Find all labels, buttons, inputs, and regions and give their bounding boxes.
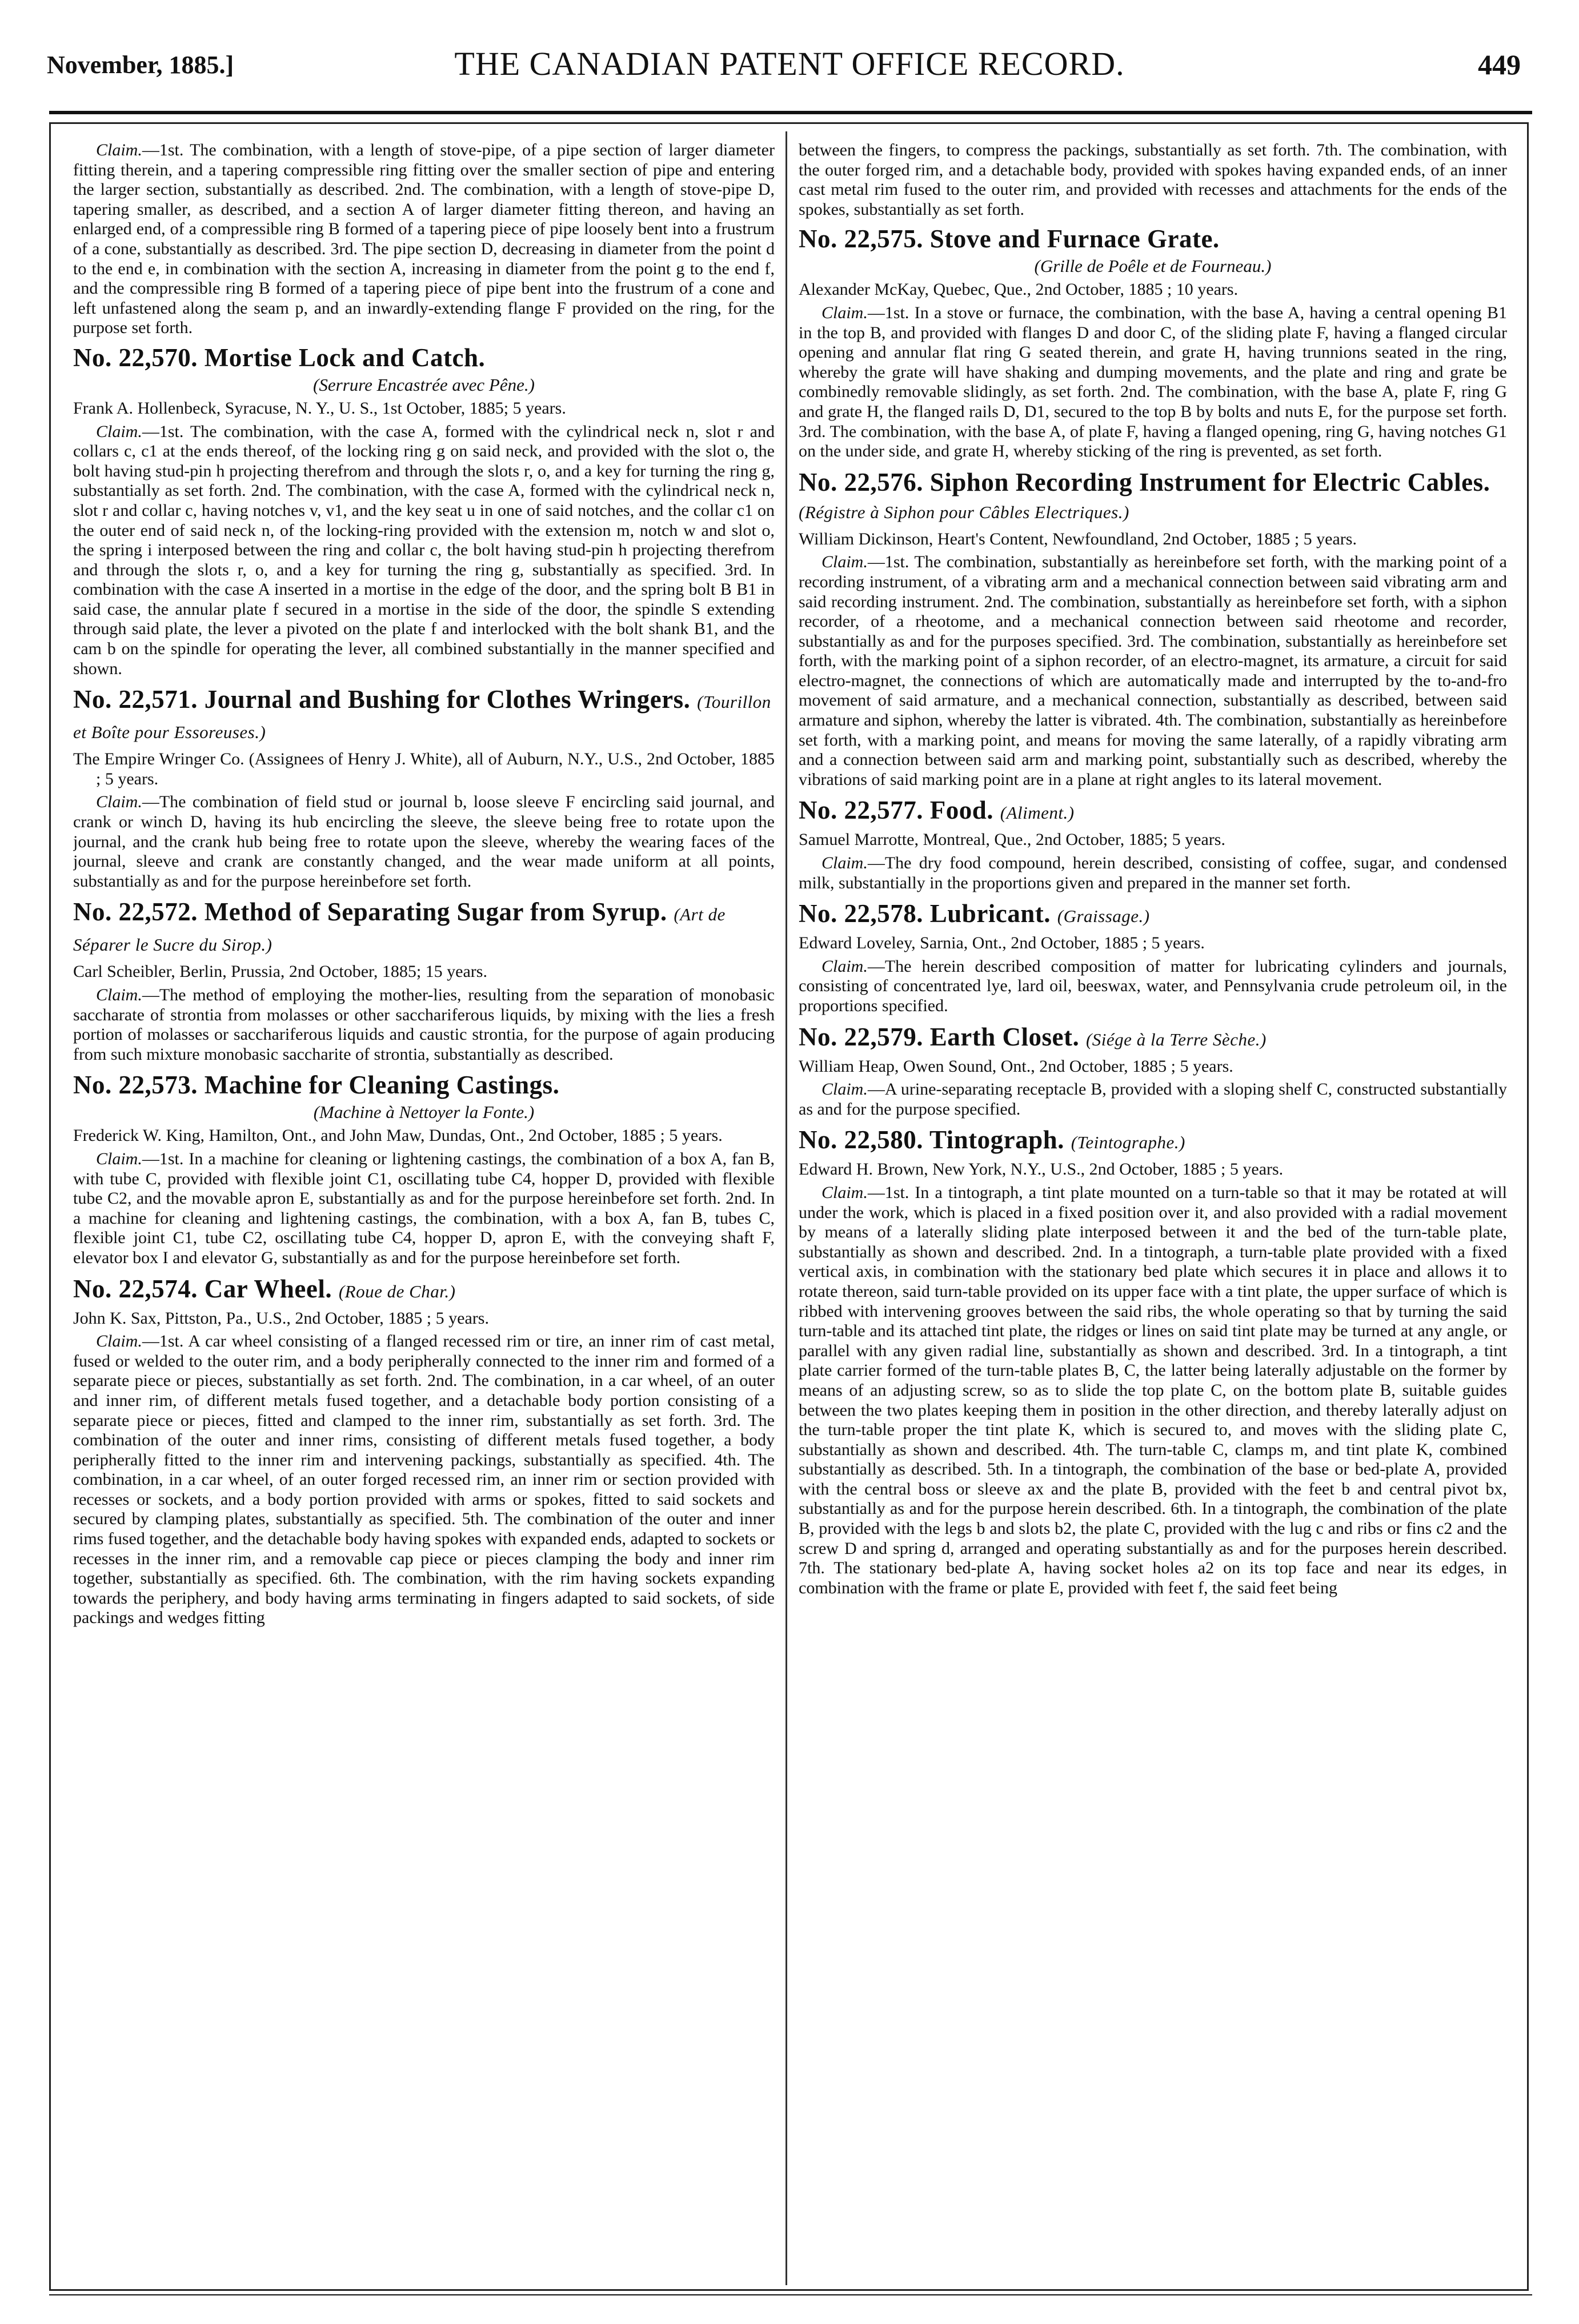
claim-text: Claim.—The method of employing the mother-lies, resulting from the separation of monobasic saccharate of strontia from molasses or other sacchariferous liquids, by mixing with the lies a fresh portion of molasses or sacchariferous liquids and caustic strontia, for the purpose of again producing from such mixture monobasic saccharite of strontia, substantially as described. bbox=[73, 985, 775, 1064]
claim-label: Claim. bbox=[821, 303, 868, 322]
claim-label: Claim. bbox=[821, 854, 868, 873]
french-title: (Serrure Encastrée avec Pêne.) bbox=[313, 374, 535, 395]
entry-heading bbox=[799, 225, 1507, 253]
french-title: (Graissage.) bbox=[1057, 906, 1150, 927]
claim-label: Claim. bbox=[96, 985, 142, 1004]
patent-title: Method of Separating Sugar from Syrup. bbox=[204, 897, 667, 927]
inventor-line: William Dickinson, Heart's Content, Newfoundland, 2nd October, 1885 ; 5 years. bbox=[799, 529, 1357, 548]
french-title: (Tourillon et Boîte pour Essoreuses.) bbox=[73, 692, 771, 743]
claim-label: Claim. bbox=[96, 1332, 142, 1351]
french-title: (Grille de Poêle et de Fourneau.) bbox=[1034, 256, 1272, 277]
inventor-line: Samuel Marrotte, Montreal, Que., 2nd October, 1885; 5 years. bbox=[799, 830, 1225, 850]
patent-entry-22577 bbox=[799, 796, 1507, 893]
bottom-rule bbox=[49, 2294, 1532, 2295]
entry-heading bbox=[73, 1071, 775, 1099]
claim-label: Claim. bbox=[821, 1080, 868, 1099]
claim-label: Claim. bbox=[96, 141, 142, 159]
french-title: (Roue de Char.) bbox=[338, 1281, 456, 1301]
claim-label: Claim. bbox=[96, 1149, 142, 1168]
patent-entry-22576 bbox=[799, 468, 1507, 790]
column-divider bbox=[786, 131, 787, 2285]
patent-entry-22573 bbox=[73, 1071, 775, 1268]
right-column bbox=[799, 141, 1507, 2277]
claim-label: Claim. bbox=[821, 956, 868, 976]
continued-claim: between the fingers, to compress the packings, substantially as set forth. 7th. The combination, with the outer forged rim, and a detachable body, provided with spokes having expanded ends, of an inner cast metal rim fused to the outer rim, and provided with recesses and attachments for the ends of the spokes, substantially as set forth. bbox=[799, 141, 1507, 219]
inventor-line: William Heap, Owen Sound, Ont., 2nd October, 1885 ; 5 years. bbox=[799, 1056, 1233, 1076]
claim-text: Claim.—1st. A car wheel consisting of a flanged recessed rim or tire, an inner rim of cast metal, fused or welded to the outer rim, and a body peripherally connected to the inner rim and formed of a separate piece or pieces, substantially as set forth. 2nd. The combination, in a car wheel, of an outer and inner rim, of different metals fused together, and a detachable body portion consisting of a separate piece or pieces, fitted and clamped to the inner rim, substantially as set forth. 3rd. The combination of the outer and inner rims, consisting of different metals fused together, a body peripherally fitted to the inner rim and intervening packings, substantially as specified. 4th. The combination, in a car wheel, of an outer forged recessed rim, an inner rim or section provided with recesses or sockets, and a body portion provided with arms or spokes, fitted to said sockets and secured by clamping plates, substantially as specified. 5th. The combination of the outer and inner rims fused together, and the detachable body having spokes with expanded ends, adapted to sockets or recesses in the inner rim, and a removable cap piece or pieces clamping the body and inner rim together, substantially as specified. 6th. The combination, with the rim having sockets expanding towards the periphery, and body having arms terminating in fingers adapted to said sockets, of side packings and wedges fitting bbox=[73, 1332, 775, 1628]
inventor-line: Carl Scheibler, Berlin, Prussia, 2nd October, 1885; 15 years. bbox=[73, 962, 487, 981]
entry-heading bbox=[799, 900, 1507, 930]
patent-number: No. 22,579. bbox=[799, 1022, 923, 1051]
claim-label: Claim. bbox=[821, 552, 868, 572]
entry-heading bbox=[799, 1023, 1507, 1053]
claim-text: Claim.—A urine-separating receptacle B, provided with a sloping shelf C, constructed substantially as and for the purpose specified. bbox=[799, 1080, 1507, 1119]
claim-text: Claim.—1st. The combination, substantially as hereinbefore set forth, with the marking point of a recording instrument, of a vibrating arm and a mechanical connection between said vibrating arm and said recording instrument. 2nd. The combination, substantially as hereinbefore set forth, with a siphon recorder, of a rheotome, and a mechanical connection between said rheotome and recorder, substantially as and for the purposes specified. 3rd. The combination, substantially as hereinbefore set forth, with the marking point of a siphon recorder, of an electro-magnet, its armature, a circuit for said electro-magnet, the connections of which are automatically made and interrupted by the to-and-fro movement of said armature, and a mechanical connection, substantially as described, between said armature and siphon, whereby the latter is vibrated. 4th. The combination, substantially as hereinbefore set forth, with a marking point, and means for moving the same laterally, of a rapidly vibrating arm and a connection between said arm and marking point, substantially such as described, whereby the vibrations of said marking point are in a plane at right angles to its lateral movement. bbox=[799, 552, 1507, 789]
claim-label: Claim. bbox=[96, 792, 142, 812]
inventor-line: Alexander McKay, Quebec, Que., 2nd October, 1885 ; 10 years. bbox=[799, 280, 1239, 299]
patent-number: No. 22,572. bbox=[73, 897, 198, 927]
patent-title: Tintograph. bbox=[929, 1125, 1064, 1155]
header-rule bbox=[49, 111, 1532, 114]
claim-text: Claim.—The combination of field stud or journal b, loose sleeve F encircling said journal, and crank or winch D, having its hub encircling the sleeve, the sleeve being free to rotate upon the journal, and the crank hub being free to rotate upon the sleeve, whereby the wearing faces of the journal, sleeve and crank are constantly changed, and the wear made uniform at all points, substantially as and for the purpose hereinbefore set forth. bbox=[73, 792, 775, 891]
inventor-line: Edward Loveley, Sarnia, Ont., 2nd October, 1885 ; 5 years. bbox=[799, 933, 1205, 953]
entry-heading bbox=[73, 344, 775, 371]
claim-text: Claim.—1st. In a stove or furnace, the combination, with the base A, having a central opening B1 in the top B, and provided with flanges D and door C, of the sliding plate F, having a flanged circular opening and annular flat ring G seated therein, and grate H, having trunnions seated in the ring, whereby the grate will have shaking and dumping movements, and the plate and ring and grate be combinedly removable slidingly, as set forth. 2nd. The combination, with the base A, plate F, ring G and grate H, the flanged rails D, D1, secured to the top B by bolts and nuts E, for the purpose set forth. 3rd. The combination, with the base A, of plate F, having a flanged opening, ring G, having notches G1 on the under side, and grate H, whereby sticking of the ring is prevented, as set forth. bbox=[799, 303, 1507, 461]
inventor-line: Frank A. Hollenbeck, Syracuse, N. Y., U. S., 1st October, 1885; 5 years. bbox=[73, 398, 566, 418]
patent-entry-22578 bbox=[799, 900, 1507, 1016]
patent-number: No. 22,570. bbox=[73, 343, 198, 372]
patent-title: Machine for Cleaning Castings. bbox=[204, 1071, 560, 1100]
patent-number: No. 22,573. bbox=[73, 1071, 198, 1100]
issue-date: November, 1885.] bbox=[47, 51, 234, 79]
inventor-line: Frederick W. King, Hamilton, Ont., and John Maw, Dundas, Ont., 2nd October, 1885 ; 5 years. bbox=[73, 1126, 723, 1145]
claim-text: Claim.—The dry food compound, herein described, consisting of coffee, sugar, and condensed milk, substantially in the proportions given and prepared in the manner set forth. bbox=[799, 854, 1507, 892]
entry-heading bbox=[73, 898, 775, 959]
claim-text: Claim.—1st. The combination, with the case A, formed with the cylindrical neck n, slot r and collars c, c1 at the ends thereof, of the locking ring g on said neck, and provided with the slot o, the bolt having stud-pin h projecting therefrom and through the slots r, o, and a key for turning the ring g, substantially as set forth. 2nd. The combination, with the case A, formed with the cylindrical neck n, slot r and collar c, having notches v, v1, and the key seat u in one of said notches, and the collar c1 on the outer end of said neck n, of the locking-ring provided with the extension m, notch w and slot o, the spring i interposed between the ring and collar c, the bolt having stud-pin h projecting therefrom and through the slots r, o, and a key for turning the ring g, substantially as specified. 3rd. In combination with the case A inserted in a mortise in the edge of the door, and the spring bolt B B1 in said case, the annular plate f secured in a mortise in the side of the door, the spindle S extending through said plate, the lever a pivoted on the plate f and interlocked with the bolt shank B1, and the cam b on the spindle for operating the lever, all combined substantially in the manner specified and shown. bbox=[73, 422, 775, 678]
patent-entry-22570 bbox=[73, 344, 775, 679]
french-title: (Teintographe.) bbox=[1071, 1132, 1185, 1153]
french-title: (Machine à Nettoyer la Fonte.) bbox=[313, 1102, 535, 1123]
patent-number: No. 22,580. bbox=[799, 1125, 923, 1155]
entry-heading bbox=[799, 468, 1507, 526]
patent-title: Mortise Lock and Catch. bbox=[204, 343, 486, 372]
left-column bbox=[73, 141, 775, 2277]
claim-text: Claim.—1st. In a machine for cleaning or lightening castings, the combination of a box A, fan B, with tube C, provided with flexible joint C1, oscillating tube C4, hopper D, provided with flexible tube C2, and the movable apron E, substantially as and for the purpose hereinbefore set forth. 2nd. In a machine for cleaning and lightening castings, the combination, with a box A, fan B, tubes C, flexible joint C1, tube C2, oscillating tube C4, hopper D, apron E, with the conveying shaft F, elevator box I and elevator G, substantially as and for the purpose hereinbefore set forth. bbox=[73, 1149, 775, 1267]
page-number: 449 bbox=[1478, 49, 1521, 81]
patent-entry-22571 bbox=[73, 686, 775, 891]
entry-heading bbox=[799, 1126, 1507, 1156]
publication-title: THE CANADIAN PATENT OFFICE RECORD. bbox=[454, 45, 1125, 82]
patent-entry-22579 bbox=[799, 1023, 1507, 1120]
patent-number: No. 22,578. bbox=[799, 899, 923, 928]
patent-entry-22574 bbox=[73, 1275, 775, 1629]
patent-entry-22572 bbox=[73, 898, 775, 1064]
claim-text: Claim.—1st. In a tintograph, a tint plate mounted on a turn-table so that it may be rotated at will under the work, which is placed in a fixed position over it, and also provided with a radial movement by means of a laterally sliding plate interposed between it and the bed of the turn-table plate, substantially as shown and described. 2nd. In a tintograph, a turn-table plate provided with a fixed vertical axis, in combination with the stationary bed plate which secures it in place and allows it to rotate thereon, said turn-table provided on its upper face with a tint plate, the upper surface of which is ribbed with intervening grooves between the said ribs, the whole operating so that by turning the said turn-table and its attached tint plate, the ridges or lines on said tint plate may be turned at any angle, or parallel with any given radial line, substantially as shown and described. 3rd. In a tintograph, a tint plate carrier formed of the turn-table plates B, C, the latter being laterally adjustable on the former by means of an adjusting screw, so as to slide the top plate C, on the bottom plate B, suitable guides between the two plates keeping them in position in the other direction, and thereby laterally adjust on the turn-table proper the tint plate K, which is secured to, and moves with the sliding plate C, substantially as shown and described. 4th. The turn-table C, clamps m, and tint plate K, combined substantially as described. 5th. In a tintograph, the combination of the base or bed-plate A, provided with the central boss or sleeve ax and the plate B, provided with the feet b and central pivot bx, substantially as and for the purpose herein described. 6th. In a tintograph, the combination of the plate B, provided with the legs b and slots b2, the plate C, provided with the lug c and ribs or fins c2 and the screw D and spring d, arranged and operating substantially as and for the purposes herein described. 7th. The stationary bed-plate A, having socket holes a2 on its top face and near its edges, in combination with the frame or plate E, provided with feet f, the said feet being bbox=[799, 1183, 1507, 1597]
entry-heading bbox=[73, 686, 775, 746]
patent-title: Lubricant. bbox=[929, 899, 1051, 928]
patent-title: Car Wheel. bbox=[204, 1274, 332, 1303]
patent-number: No. 22,576. bbox=[799, 467, 923, 496]
claim-label: Claim. bbox=[96, 422, 142, 441]
patent-entry-22580 bbox=[799, 1126, 1507, 1598]
french-title: (Régistre à Siphon pour Câbles Electriques.) bbox=[799, 502, 1129, 522]
french-title: (Art de Séparer le Sucre du Sirop.) bbox=[73, 904, 726, 955]
entry-heading bbox=[73, 1275, 775, 1305]
patent-entry-22575 bbox=[799, 225, 1507, 461]
patent-number: No. 22,575. bbox=[799, 225, 923, 254]
claim-label: Claim. bbox=[821, 1183, 868, 1202]
inventor-line: Edward H. Brown, New York, N.Y., U.S., 2nd October, 1885 ; 5 years. bbox=[799, 1160, 1284, 1179]
patent-title: Food. bbox=[929, 796, 994, 825]
continued-claim: Claim.—1st. The combination, with a length of stove-pipe, of a pipe section of larger diameter fitting therein, and a tapering compressible ring fitting over the smaller section of pipe and entering the larger section, substantially as described. 2nd. The combination, with a length of stove-pipe D, tapering smaller, as described, and a section A of larger diameter fitting thereon, and having an enlarged end, of a compressible ring B formed of a tapering piece of pipe loosely bent into a frustrum of a cone, substantially as described. 3rd. The pipe section D, decreasing in diameter from the point d to the end e, in combination with the section A, increasing in diameter from the point g to the end f, and the compressible ring B formed of a tapering piece of pipe bent into the frustrum of a cone and left unfastened along the seam p, and an inwardly-extending flange F provided on the ring, for the purpose set forth. bbox=[73, 141, 775, 338]
patent-number: No. 22,577. bbox=[799, 796, 923, 825]
patent-number: No. 22,574. bbox=[73, 1274, 198, 1303]
inventor-line: The Empire Wringer Co. (Assignees of Henry J. White), all of Auburn, N.Y., U.S., 2nd October, 1885 ; 5 years. bbox=[73, 750, 775, 788]
patent-title: Journal and Bushing for Clothes Wringers. bbox=[204, 685, 691, 714]
claim-text: Claim.—The herein described composition of matter for lubricating cylinders and journals, consisting of concentrated lye, lard oil, beeswax, water, and Pennsylvania crude petroleum oil, in the proportions specified. bbox=[799, 956, 1507, 1015]
french-title: (Siége à la Terre Sèche.) bbox=[1085, 1029, 1267, 1049]
patent-title: Earth Closet. bbox=[929, 1022, 1080, 1051]
inventor-line: John K. Sax, Pittston, Pa., U.S., 2nd October, 1885 ; 5 years. bbox=[73, 1308, 489, 1328]
french-title: (Aliment.) bbox=[1000, 803, 1075, 823]
patent-number: No. 22,571. bbox=[73, 685, 198, 714]
entry-heading bbox=[799, 796, 1507, 827]
patent-title: Siphon Recording Instrument for Electric Cables. bbox=[929, 467, 1490, 496]
page-header bbox=[47, 45, 1532, 85]
patent-title: Stove and Furnace Grate. bbox=[929, 225, 1220, 254]
